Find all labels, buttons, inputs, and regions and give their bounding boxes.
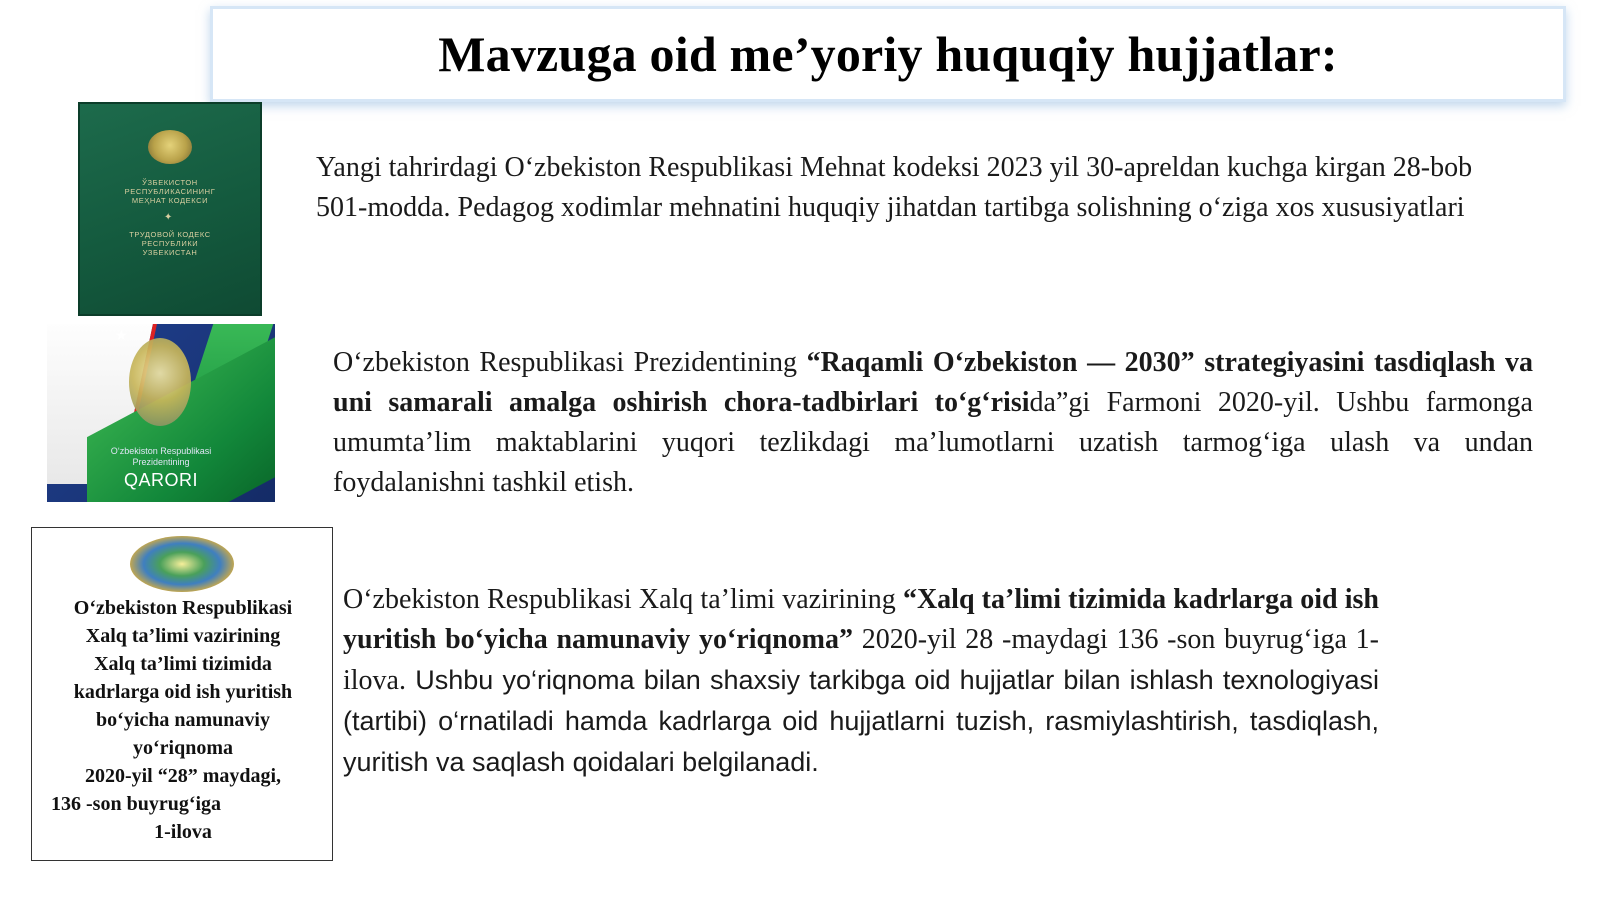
order-paragraph — [343, 580, 1379, 783]
order-paragraph-rest: 2020-yil 28 -maydagi 136 -son buyrug‘iga 1-ilova. — [343, 624, 1379, 696]
book-line: ЎЗБЕКИСТОН — [142, 178, 198, 187]
order-box-text — [38, 594, 328, 846]
labor-code-paragraph: Yangi tahrirdagi O‘zbekiston Respublikasi Mehnat kodeksi 2023 yil 30-apreldan kuchga kirgan 28-bob 501-modda. Pedagog xodimlar mehnatini huquqiy jihatdan tartibga solishning o‘ziga xos xususiyatlari — [316, 152, 1473, 223]
order-line: kadrlarga oid ish yuritish — [73, 681, 293, 703]
ministry-order-box — [31, 527, 333, 861]
decree-paragraph-title: “Raqamli O‘zbekiston — 2030” strategiyasini tasdiqlash va uni samarali amalga oshirish chora-tadbirlari to‘g‘risi — [333, 347, 1533, 418]
order-paragraph-description: Ushbu yo‘riqnoma bilan shaxsiy tarkibga oid hujjatlar bilan ishlash texnologiyasi (tartibi) o‘rnatiladi hamda kadrlarga oid hujjatlarni tuzish, rasmiylashtirish, tasdiqlash, yuritish va saqlash qoidalari belgilanadi. — [343, 665, 1379, 777]
state-emblem-icon — [129, 338, 191, 426]
labor-code-book-cover — [78, 102, 262, 316]
star-icon: ✦ — [164, 212, 173, 223]
book-line: УЗБЕКИСТАН — [142, 248, 198, 257]
decree-paragraph — [333, 343, 1533, 503]
decree-paragraph-intro: O‘zbekiston Respublikasi Prezidentining — [333, 347, 807, 378]
book-title-russian — [94, 230, 246, 257]
decree-caption-line: O‘zbekiston Respublikasi — [110, 446, 212, 456]
book-line: РЕСПУБЛИКАСИНИНГ — [124, 187, 216, 196]
order-paragraph-title: “Xalq ta’limi tizimida kadrlarga oid ish yuritish bo‘yicha namunaviy yo‘riqnoma” — [343, 584, 1379, 655]
book-line: ТРУДОВОЙ КОДЕКС — [129, 230, 211, 239]
decree-caption-line: Prezidentining — [132, 457, 190, 467]
order-paragraph-intro: O‘zbekiston Respublikasi Xalq ta’limi vazirining — [343, 584, 903, 615]
star-icon: ★ — [115, 329, 128, 344]
order-line: 136 -son buyrug‘iga — [51, 793, 222, 815]
order-line: bo‘yicha namunaviy — [96, 709, 270, 731]
decree-caption — [47, 446, 275, 468]
order-line: yo‘riqnoma — [133, 737, 233, 759]
order-line: 2020-yil “28” maydagi, — [84, 765, 282, 787]
order-line: Xalq ta’limi vazirining — [85, 625, 281, 647]
book-title-uzbek — [94, 178, 246, 205]
decree-label: QARORI — [123, 470, 198, 490]
coat-of-arms-icon — [130, 536, 234, 592]
title-box — [210, 6, 1566, 102]
book-line: РЕСПУБЛИКИ — [141, 239, 199, 248]
state-emblem-icon — [148, 130, 192, 164]
book-line: МЕҲНАТ КОДЕКСИ — [131, 196, 209, 205]
page-title: Mavzuga oid me’yoriy huquqiy hujjatlar: — [438, 26, 1338, 82]
order-line: Xalq ta’limi tizimida — [94, 653, 272, 675]
decree-paragraph-rest: da”gi Farmoni 2020-yil. Ushbu farmonga umumta’lim maktablarini yuqori tezlikdagi ma’lumotlarni uzatish tarmog‘iga ulash va undan foydalanishni tashkil etish. — [333, 387, 1533, 498]
president-decree-image — [47, 324, 275, 502]
order-line: 1-ilova — [154, 821, 212, 843]
order-line: O‘zbekiston Respublikasi — [73, 597, 293, 619]
